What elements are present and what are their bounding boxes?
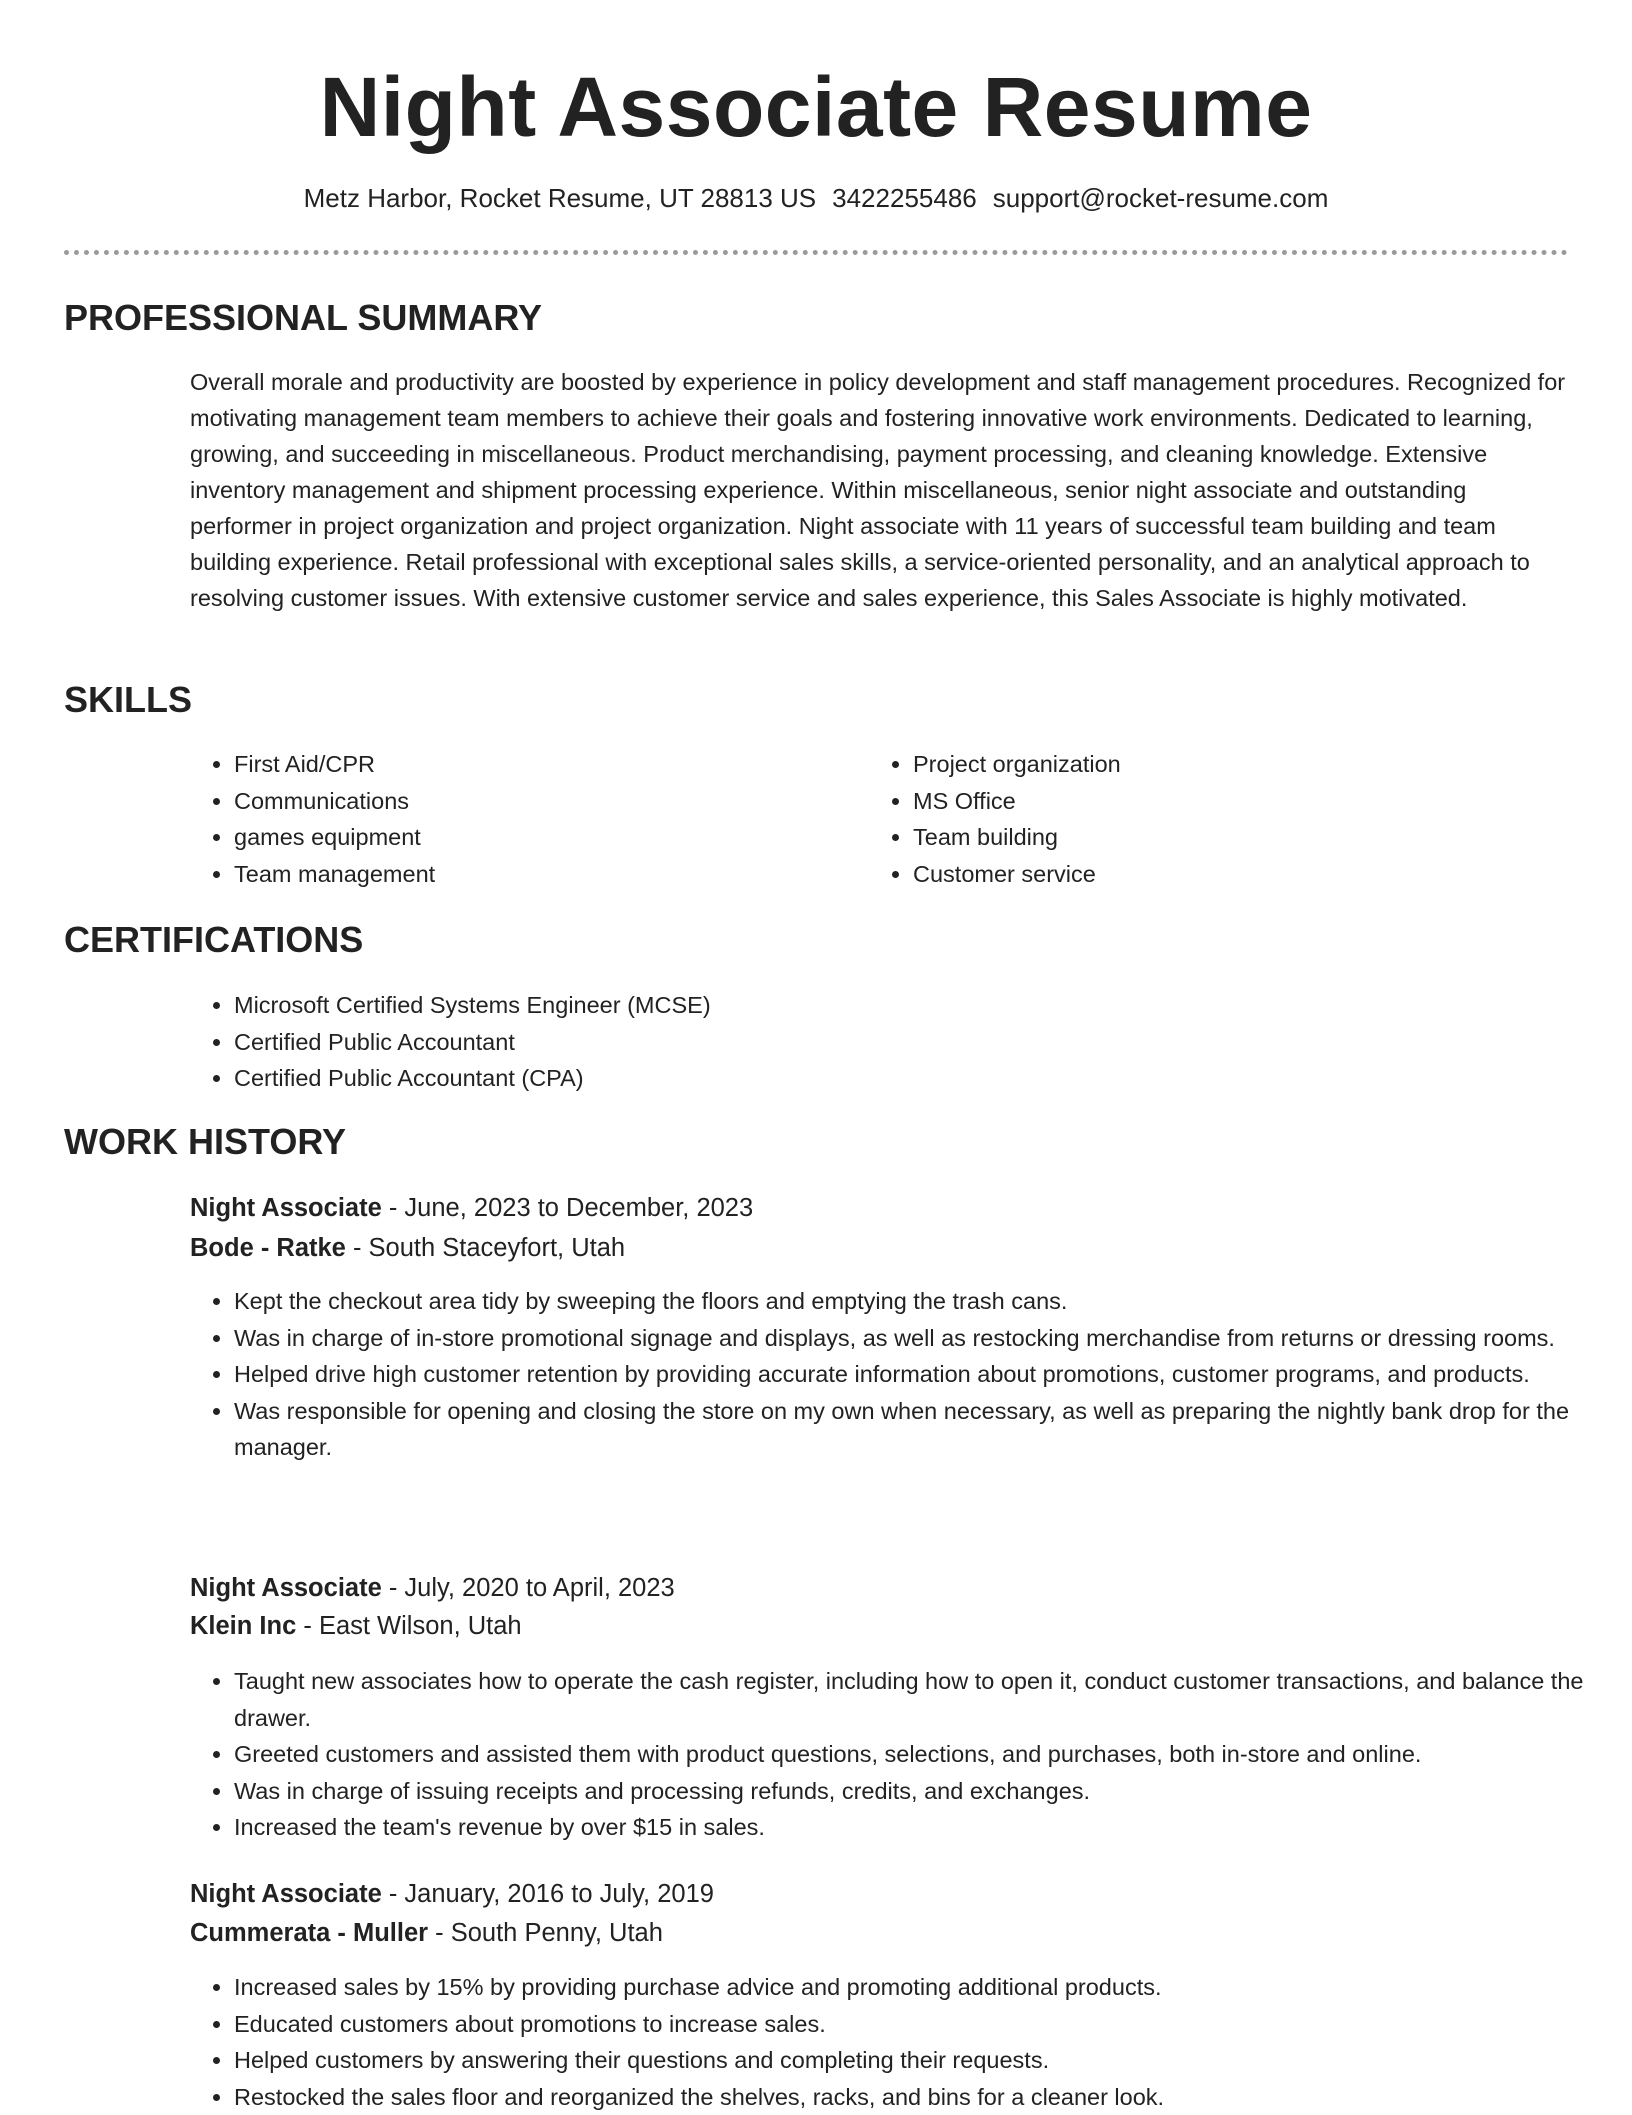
skill-item: • Team building — [913, 819, 1513, 856]
job-location: - South Penny, Utah — [428, 1919, 663, 1947]
skill-item: • Team management — [234, 856, 834, 893]
certification-item: • Certified Public Accountant (CPA) — [234, 1060, 1434, 1097]
job-duty: • Kept the checkout area tidy by sweeping the floors and emptying the trash cans. — [234, 1283, 1614, 1320]
job-location: - East Wilson, Utah — [296, 1612, 521, 1640]
certification-item: • Microsoft Certified Systems Engineer (MCSE) — [234, 987, 1434, 1024]
job-duty: • Increased sales by 15% by providing purchase advice and promoting additional products. — [234, 1969, 1614, 2006]
job-company-line — [190, 1229, 625, 1267]
job-title: Night Associate — [190, 1880, 382, 1908]
job-duties-list — [190, 1663, 1614, 1846]
job-duty: • Was in charge of in-store promotional signage and displays, as well as restocking merchandise from returns or dressing rooms. — [234, 1320, 1614, 1357]
job-duty: • Restocked the sales floor and reorganized the shelves, racks, and bins for a cleaner look. — [234, 2079, 1614, 2115]
skill-item: • games equipment — [234, 819, 834, 856]
summary-heading: PROFESSIONAL SUMMARY — [64, 296, 542, 340]
job-company-line — [190, 1607, 522, 1645]
job-duty: • Helped customers by answering their questions and completing their requests. — [234, 2042, 1614, 2079]
job-company-line — [190, 1914, 663, 1952]
certifications-heading: CERTIFICATIONS — [64, 918, 363, 962]
work-history-heading: WORK HISTORY — [64, 1120, 346, 1164]
job-dates: - June, 2023 to December, 2023 — [382, 1194, 753, 1222]
certifications-list — [190, 987, 1434, 1097]
resume-title: Night Associate Resume — [0, 52, 1632, 162]
job-duty: • Educated customers about promotions to increase sales. — [234, 2006, 1614, 2043]
job-duty: • Taught new associates how to operate the cash register, including how to open it, conduct customer transactions, and balance the drawer. — [234, 1663, 1614, 1736]
skill-item: • Customer service — [913, 856, 1513, 893]
job-title: Night Associate — [190, 1194, 382, 1222]
job-title-line — [190, 1189, 753, 1227]
summary-text: Overall morale and productivity are boosted by experience in policy development and staff management procedures. Recognized for motivating management team members to achieve their goals and fostering innovative work environments. Dedicated to learning, growing, and succeeding in miscellaneous. Product merchandising, payment processing, and cleaning knowledge. Extensive inventory management and shipment processing experience. Within miscellaneous, senior night associate and outstanding performer in project organization and project organization. Night associate with 11 years of successful team building and team building experience. Retail professional with exceptional sales skills, a service-oriented personality, and an analytical approach to resolving customer issues. With extensive customer service and sales experience, this Sales Associate is highly motivated. — [190, 364, 1570, 616]
certification-item: • Certified Public Accountant — [234, 1024, 1434, 1061]
job-title: Night Associate — [190, 1574, 382, 1602]
skills-list-right — [869, 746, 1513, 892]
job-title-line — [190, 1875, 714, 1913]
job-duty: • Increased the team's revenue by over $15 in sales. — [234, 1809, 1614, 1846]
job-duties-list — [190, 1969, 1614, 2115]
job-dates: - July, 2020 to April, 2023 — [382, 1574, 675, 1602]
skills-heading: SKILLS — [64, 678, 192, 722]
skill-item: • MS Office — [913, 783, 1513, 820]
job-duty: • Was responsible for opening and closing the store on my own when necessary, as well as preparing the nightly bank drop for the manager. — [234, 1393, 1614, 1466]
skill-item: • First Aid/CPR — [234, 746, 834, 783]
skill-item: • Communications — [234, 783, 834, 820]
contact-email: support@rocket-resume.com — [993, 183, 1329, 213]
job-company: Klein Inc — [190, 1612, 296, 1640]
job-company: Cummerata - Muller — [190, 1919, 428, 1947]
job-duty: • Greeted customers and assisted them with product questions, selections, and purchases, both in-store and online. — [234, 1736, 1614, 1773]
job-company: Bode - Ratke — [190, 1234, 346, 1262]
contact-address: Metz Harbor, Rocket Resume, UT 28813 US — [304, 183, 817, 213]
job-dates: - January, 2016 to July, 2019 — [382, 1880, 714, 1908]
job-location: - South Staceyfort, Utah — [346, 1234, 625, 1262]
contact-phone: 3422255486 — [832, 183, 977, 213]
job-title-line — [190, 1569, 675, 1607]
header-divider — [64, 250, 1568, 255]
job-duty: • Was in charge of issuing receipts and processing refunds, credits, and exchanges. — [234, 1773, 1614, 1810]
skills-list-left — [190, 746, 834, 892]
job-duties-list — [190, 1283, 1614, 1466]
skill-item: • Project organization — [913, 746, 1513, 783]
contact-line — [0, 178, 1632, 218]
job-duty: • Helped drive high customer retention by providing accurate information about promotions, customer programs, and products. — [234, 1356, 1614, 1393]
